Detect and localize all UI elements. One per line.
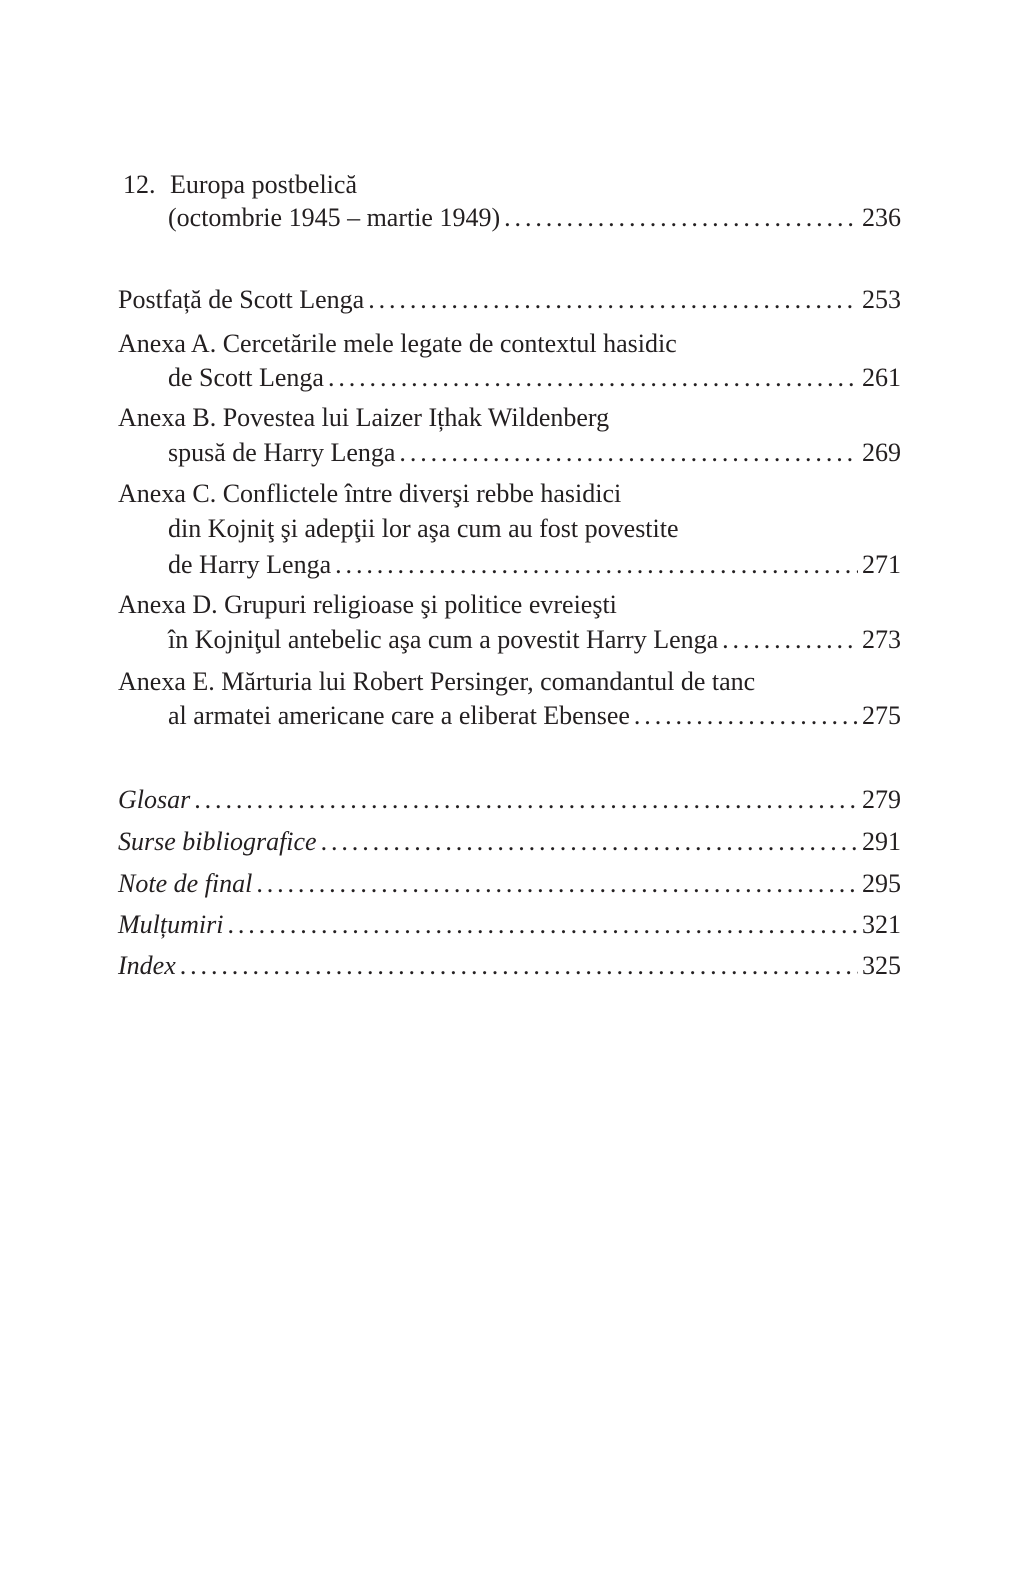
dot-leader xyxy=(328,361,858,395)
dot-leader xyxy=(256,867,858,901)
entry-title: Anexa D. Grupuri religioase şi politice evreieşti xyxy=(118,590,617,619)
entry-title-cont: spusă de Harry Lenga xyxy=(168,438,396,467)
entry-title: Anexa C. Conflictele între diverşi rebbe hasidici xyxy=(118,479,622,508)
dot-leader xyxy=(321,825,858,859)
dot-leader xyxy=(227,908,858,942)
entry-title: Postfață de Scott Lenga xyxy=(118,285,365,314)
page-number: 236 xyxy=(862,203,901,232)
entry-title-cont: din Kojniţ şi adepţii lor aşa cum au fost povestite xyxy=(168,514,679,543)
entry-title: Anexa A. Cercetările mele legate de contextul hasidic xyxy=(118,329,677,358)
entry-title: Index xyxy=(118,951,176,980)
toc-entry-index xyxy=(118,949,901,983)
dot-leader xyxy=(368,283,858,317)
page-number: 269 xyxy=(862,438,901,467)
entry-title-cont: în Kojniţul antebelic aşa cum a povestit Harry Lenga xyxy=(168,625,719,654)
entry-title-cont: de Harry Lenga xyxy=(168,550,332,579)
dot-leader xyxy=(335,548,858,582)
entry-title: Glosar xyxy=(118,785,191,814)
dot-leader xyxy=(722,623,858,657)
toc-entry-multumiri xyxy=(118,908,901,942)
entry-title: Anexa B. Povestea lui Laizer Ițhak Wildenberg xyxy=(118,403,610,432)
chapter-number: 12. xyxy=(123,170,156,199)
chapter-title: Europa postbelică xyxy=(170,170,357,199)
page-number: 321 xyxy=(862,910,901,939)
page-number: 279 xyxy=(862,785,901,814)
entry-title-cont: al armatei americane care a eliberat Ebensee xyxy=(168,701,630,730)
toc-entry-note xyxy=(118,867,901,901)
page-number: 275 xyxy=(862,701,901,730)
page-number: 253 xyxy=(862,285,901,314)
toc-entry-glosar xyxy=(118,783,901,817)
dot-leader xyxy=(504,201,858,235)
toc-entry-surse xyxy=(118,825,901,859)
entry-title: Anexa E. Mărturia lui Robert Persinger, comandantul de tanc xyxy=(118,667,756,696)
page-number: 261 xyxy=(862,363,901,392)
entry-title-cont: de Scott Lenga xyxy=(168,363,324,392)
dot-leader xyxy=(634,699,858,733)
chapter-subtitle: (octombrie 1945 – martie 1949) xyxy=(168,203,501,232)
entry-title: Mulțumiri xyxy=(118,910,224,939)
page-number: 273 xyxy=(862,625,901,654)
page-number: 325 xyxy=(862,951,901,980)
page-number: 271 xyxy=(862,550,901,579)
page-number: 295 xyxy=(862,869,901,898)
dot-leader xyxy=(399,436,858,470)
entry-title: Surse bibliografice xyxy=(118,827,317,856)
entry-title: Note de final xyxy=(118,869,253,898)
page-number: 291 xyxy=(862,827,901,856)
dot-leader xyxy=(194,783,858,817)
dot-leader xyxy=(180,949,858,983)
